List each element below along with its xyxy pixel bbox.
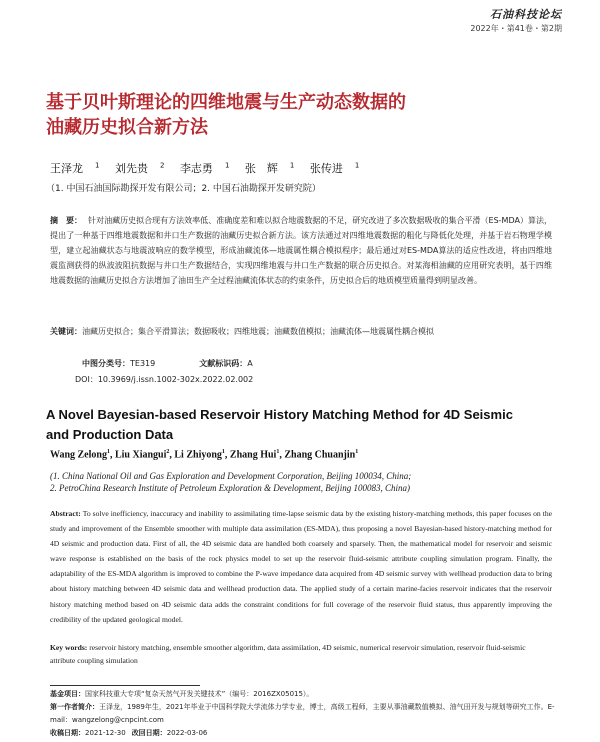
author-name: Liu Xiangui	[114, 449, 167, 461]
received-date: 2021-12-30	[85, 729, 126, 737]
author-sup: 1	[355, 449, 359, 455]
clc-value: TE319	[130, 359, 156, 368]
author-sup: 1	[276, 449, 280, 455]
author-bio-label: 第一作者简介：	[50, 703, 99, 711]
keywords-chinese	[50, 324, 552, 339]
authors-chinese	[50, 160, 371, 176]
classification-line	[82, 358, 253, 369]
author-sup: 2	[159, 161, 165, 170]
keywords-english-text: reservoir history matching, ensemble smoother algorithm, data assimilation, 4D seismic, numerical reservoir simulation, reservoir fluid-seismic attribute coupling simulation	[50, 643, 526, 665]
fund-label: 基金项目：	[50, 690, 85, 698]
abstract-chinese-label: 摘 要：	[50, 216, 83, 225]
dates-note	[50, 727, 560, 740]
authors-english: Wang Zelong$^1$, Liu Xiangui$^2$, Li Zhiyong$^1$, Zhang Hui$^1$, Zhang Chuanjin$^1$	[50, 449, 359, 461]
title-chinese-line1: 基于贝叶斯理论的四维地震与生产动态数据的	[46, 92, 406, 113]
author-name: Zhang Hui	[229, 449, 277, 461]
journal-name: 石油科技论坛	[490, 8, 562, 21]
keywords-english-label: Key words:	[50, 643, 88, 652]
author-sup: 1	[106, 449, 110, 455]
author-name: 刘先贵	[114, 162, 148, 175]
title-english-line1: A Novel Bayesian-based Reservoir History Matching Method for 4D Seismic	[46, 407, 513, 422]
abstract-english	[50, 506, 552, 627]
keywords-chinese-label: 关键词：	[50, 327, 82, 336]
author-zh	[310, 162, 359, 175]
author-name: 张 辉	[244, 162, 278, 175]
author-name: Wang Zelong	[50, 449, 107, 461]
abstract-english-text: To solve inefficiency, inaccuracy and inability to assimilating time-lapse seismic data by the existing history-matching methods, this paper focuses on the study and improvement of the Ensemble smoother with multiple data assimilation (ES-MDA), thus proposing a novel Bayesian-based history-matching method for 4D seismic and production data. First of all, the 4D seismic data are handled both coarsely and sparsely. Then, the mathematical model for reservoir and seismic wave response is established on the basis of the rock physics model to set up the reservoir fluid-seismic attribute coupling simulation program. Finally, the adaptability of the ES-MDA algorithm is improved to combine the P-wave impedance data acquired from 4D seismic survey with wellhead production data to bring about history matching between 4D seismic data and wellhead production data. The applied study of a certain marine-facies reservoir indicates that the reservoir history matching method based on 4D seismic data adds the constraint conditions for full coverage of the reservoir fluid status, thus apparently improving the credibility of the updated geological model.	[50, 509, 552, 624]
author-name: Zhang Chuanjin	[284, 449, 356, 461]
author-zh	[115, 162, 164, 175]
affiliation-english-line2: 2. PetroChina Research Institute of Petroleum Exploration & Development, Beijing 100083, China)	[50, 483, 410, 493]
title-english-line2: and Production Data	[46, 427, 174, 442]
clc-label: 中图分类号：	[82, 359, 130, 368]
fund-text: 国家科技重大专项“复杂天然气开发关键技术”（编号：2016ZX05015）。	[85, 690, 314, 698]
author-zh	[50, 162, 99, 175]
author-sup: 1	[289, 161, 295, 170]
revised-date: 2022-03-06	[166, 729, 208, 737]
author-sup: 1	[95, 161, 100, 170]
author-name: Li Zhiyong	[174, 449, 222, 461]
author-name: 李志勇	[179, 162, 213, 175]
revised-label: 改回日期：	[131, 729, 167, 737]
journal-header	[470, 6, 562, 34]
doi: DOI：10.3969/j.issn.1002-302x.2022.02.002	[75, 375, 254, 384]
keywords-english	[50, 641, 552, 667]
footnote-divider	[50, 685, 200, 686]
title-chinese	[46, 90, 566, 140]
author-bio-text: 王泽龙，1989年生，2021年毕业于中国科学院大学流体力学专业，博士，高级工程师，主要从事油藏数值模拟、油气田开发与规划等研究工作。E-mail：wangzelong@cnpcint.com	[50, 703, 555, 724]
footnotes	[50, 688, 560, 740]
journal-issue: 2022年・第41卷・第2期	[470, 24, 562, 33]
abstract-chinese-text: 针对油藏历史拟合现有方法效率低、准确度差和难以拟合地震数据的不足，研究改进了多次数据吸收的集合平滑（ES-MDA）算法，提出了一种基于四维地震数据和井口生产数据的油藏历史拟合新方法。该方法通过对四维地震数据的粗化与降低化处理，并基于岩石物理学模型，建立起油藏状态与地震波响应的数学模型，形成油藏流体—地震属性耦合模拟程序；最后通过对ES-MDA算法的适应性改进，将由四维地震监测获得的纵波波阻抗数据与井口生产数据结合，实现四维地震与井口生产数据的联合历史拟合。对某海相油藏的应用研究表明，基于四维地震数据的油藏历史拟合方法增加了油田生产全过程油藏流体状态的约束条件，历史拟合后的地质模型质量得到明显改善。	[50, 216, 552, 285]
author-bio	[50, 701, 560, 727]
author-name: 张传进	[309, 162, 343, 175]
abstract-english-label: Abstract:	[50, 509, 81, 518]
affiliation-english-line1: (1. China National Oil and Gas Exploration and Development Corporation, Beijing 100034, China;	[50, 471, 412, 481]
received-label: 收稿日期：	[50, 729, 85, 737]
author-sup: 2	[166, 449, 170, 455]
author-zh	[180, 162, 229, 175]
doc-code-label: 文献标识码：	[199, 359, 248, 368]
author-sup: 1	[221, 449, 225, 455]
keywords-chinese-text: 油藏历史拟合；集合平滑算法；数据吸收；四维地震；油藏数值模拟；油藏流体—地震属性耦合模拟	[82, 327, 434, 336]
abstract-chinese	[50, 213, 552, 288]
affiliations-chinese: （1. 中国石油国际勘探开发有限公司；2. 中国石油勘探开发研究院）	[46, 184, 321, 194]
fund-note	[50, 688, 560, 701]
author-sup: 1	[224, 161, 230, 170]
author-sup: 1	[354, 161, 360, 170]
title-english	[46, 405, 566, 445]
affiliations-english	[50, 470, 411, 494]
doc-code-value: A	[247, 359, 253, 368]
author-zh	[245, 162, 294, 175]
author-name: 王泽龙	[50, 162, 83, 175]
title-chinese-line2: 油藏历史拟合新方法	[46, 117, 208, 138]
